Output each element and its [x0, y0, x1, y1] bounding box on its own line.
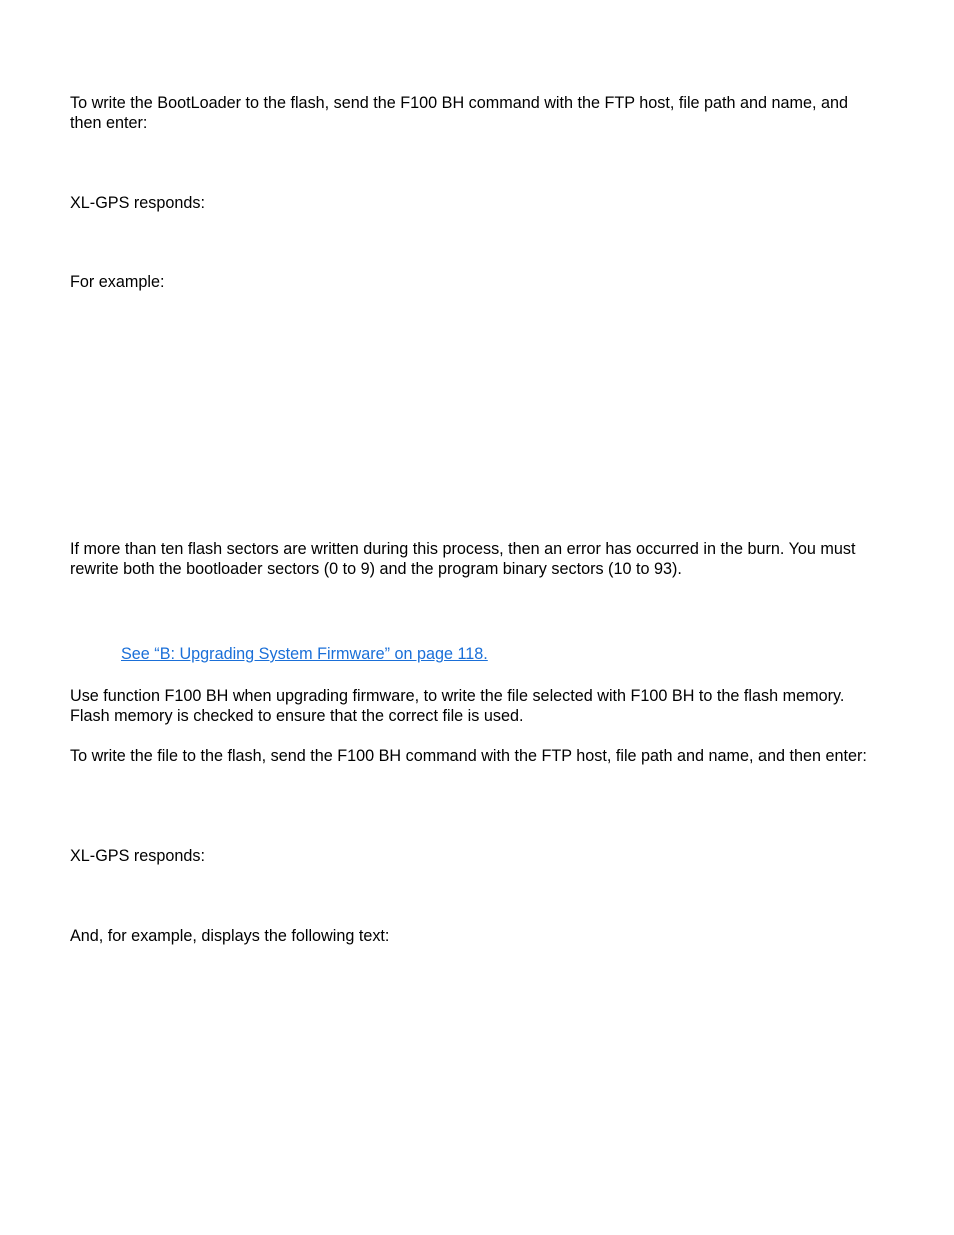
paragraph-bootloader-write-instructions: To write the BootLoader to the flash, send the F100 BH command with the FTP host, file path and name, and then enter: — [70, 94, 849, 132]
paragraph-displays-following-text: And, for example, displays the following text: — [70, 927, 390, 945]
paragraph-flash-sector-error: If more than ten flash sectors are written during this process, then an error has occurred in the burn. You must rewrite both the bootloader sectors (0 to 9) and the program binary sectors (10 to 93). — [70, 540, 856, 578]
paragraph-f100-bh-function: Use function F100 BH when upgrading firmware, to write the file selected with F100 BH to the flash memory. Flash memory is checked to ensure that the correct file is used. — [70, 687, 845, 725]
paragraph-xl-gps-responds-2: XL-GPS responds: — [70, 847, 205, 865]
paragraph-for-example: For example: — [70, 273, 165, 291]
paragraph-xl-gps-responds-1: XL-GPS responds: — [70, 194, 205, 212]
paragraph-file-write-instructions: To write the file to the flash, send the F100 BH command with the FTP host, file path and name, and then enter: — [70, 747, 867, 765]
link-upgrading-system-firmware[interactable]: See “B: Upgrading System Firmware” on page 118. — [121, 645, 488, 663]
